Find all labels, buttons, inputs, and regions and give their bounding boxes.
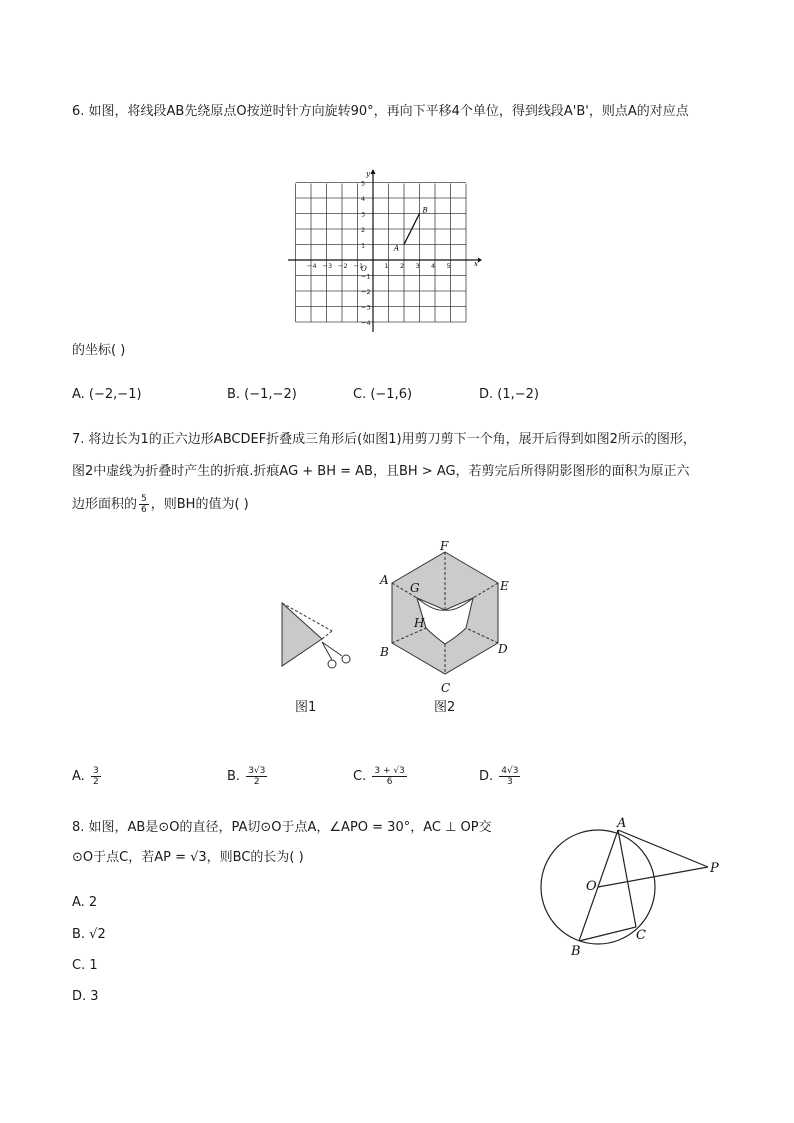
fold-dash2 [322, 631, 332, 639]
label-B: B [571, 944, 581, 959]
y-tick-label: −1 [361, 272, 371, 281]
q8-option-d[interactable]: D. 3 [72, 989, 99, 1004]
y-tick-label: 4 [361, 195, 366, 203]
y-axis-label: y [366, 170, 370, 178]
x-axis-label: x [474, 260, 478, 268]
label-F: F [440, 540, 449, 553]
q7-option-a[interactable]: A. $\frac{3}{2}$ [72, 766, 99, 787]
label-C: C [441, 681, 451, 695]
label-A: A [617, 816, 627, 831]
x-tick-label: −3 [322, 262, 333, 270]
label-C: C [636, 928, 646, 943]
label-H: H [414, 616, 425, 630]
q7-fig2-caption: 图2 [434, 700, 456, 715]
x-tick-label: 2 [400, 262, 405, 270]
y-tick-label: −3 [361, 303, 371, 312]
q8-option-b[interactable]: B. √2 [72, 927, 106, 942]
q8-circle-figure [538, 815, 728, 960]
q7-option-b[interactable]: B. $\frac{3√3}{2}$ [227, 766, 266, 787]
x-tick-label: 3 [415, 262, 420, 270]
diameter-AB [579, 830, 618, 941]
x-tick-label: 1 [384, 262, 389, 270]
q7-figure2 [374, 540, 522, 700]
q8-stem-line2: ⊙O于点C，若AP = √3，则BC的长为( ) [72, 850, 304, 865]
label-O: O [586, 879, 597, 894]
scissors-blade1 [322, 642, 332, 660]
q8-stem-line1: 8. 如图，AB是⊙O的直径，PA切⊙O于点A，∠APO = 30°，AC ⊥ OP交 [72, 820, 492, 835]
q6-stem-line2: 的坐标( ) [72, 343, 126, 358]
q6-option-a[interactable]: A. (−2,−1) [72, 387, 142, 402]
q7-figure1 [276, 598, 356, 674]
q6-option-b[interactable]: B. (−1,−2) [227, 387, 297, 402]
x-tick-label: 4 [431, 262, 436, 270]
label-D: D [498, 642, 508, 656]
y-axis-arrow [371, 169, 376, 174]
segment-BC [579, 927, 636, 941]
label-P: P [710, 861, 719, 876]
q7-option-d[interactable]: D. $\frac{4√3}{3}$ [479, 766, 519, 787]
y-tick-label: 3 [361, 210, 366, 219]
q7-stem-line3 [72, 494, 249, 515]
y-tick-label: 1 [361, 241, 366, 250]
label-E: E [500, 579, 509, 593]
q7-stem-prefix: 边形面积的 [72, 497, 138, 512]
q7-fig1-caption: 图1 [295, 700, 317, 715]
y-tick-label: 5 [361, 179, 366, 188]
x-tick-label: −2 [338, 262, 348, 270]
label-A: A [380, 573, 389, 587]
q8-option-a[interactable]: A. 2 [72, 895, 98, 910]
x-tick-label: 5 [446, 262, 451, 270]
label-G: G [410, 581, 420, 595]
x-axis-arrow [478, 258, 482, 263]
q6-coordinate-grid [286, 168, 482, 334]
scissors-handle2 [342, 655, 350, 663]
q6-stem-line1: 6. 如图，将线段AB先绕原点O按逆时针方向旋转90°，再向下平移4个单位，得到线段A'B'，则点A的对应点 [72, 104, 689, 119]
q7-stem-suffix: ，则BH的值为( ) [150, 497, 249, 512]
label-B: B [380, 645, 389, 659]
q7-stem-fraction: $\frac{5}{6}$ [141, 494, 147, 515]
scissors-blade2 [322, 642, 342, 656]
y-tick-label: −2 [361, 288, 371, 296]
y-tick-label: −4 [361, 319, 371, 327]
q7-stem-line2: 图2中虚线为折叠时产生的折痕.折痕AG + BH = AB，且BH > AG，若剪完后所得阴影图形的面积为原正六 [72, 464, 690, 479]
point-B-label: B [422, 206, 428, 215]
q7-option-c[interactable]: C. $\frac{3 + √3}{6}$ [353, 766, 405, 787]
segment-AC [618, 830, 636, 927]
x-tick-label: −4 [307, 262, 317, 270]
point-A-label: A [394, 244, 400, 253]
tangent-AP [618, 830, 708, 867]
q6-option-c[interactable]: C. (−1,6) [353, 387, 413, 402]
x-tick-label: −1 [353, 262, 364, 270]
q8-option-c[interactable]: C. 1 [72, 958, 98, 973]
q6-option-d[interactable]: D. (1,−2) [479, 387, 539, 402]
y-tick-label: 2 [361, 226, 366, 234]
q7-stem-line1: 7. 将边长为1的正六边形ABCDEF折叠成三角形后(如图1)用剪刀剪下一个角，展开后得到如图2所示的图形， [72, 432, 696, 447]
folded-triangle [282, 603, 322, 666]
origin-label: O [361, 265, 367, 273]
scissors-handle1 [328, 660, 336, 668]
